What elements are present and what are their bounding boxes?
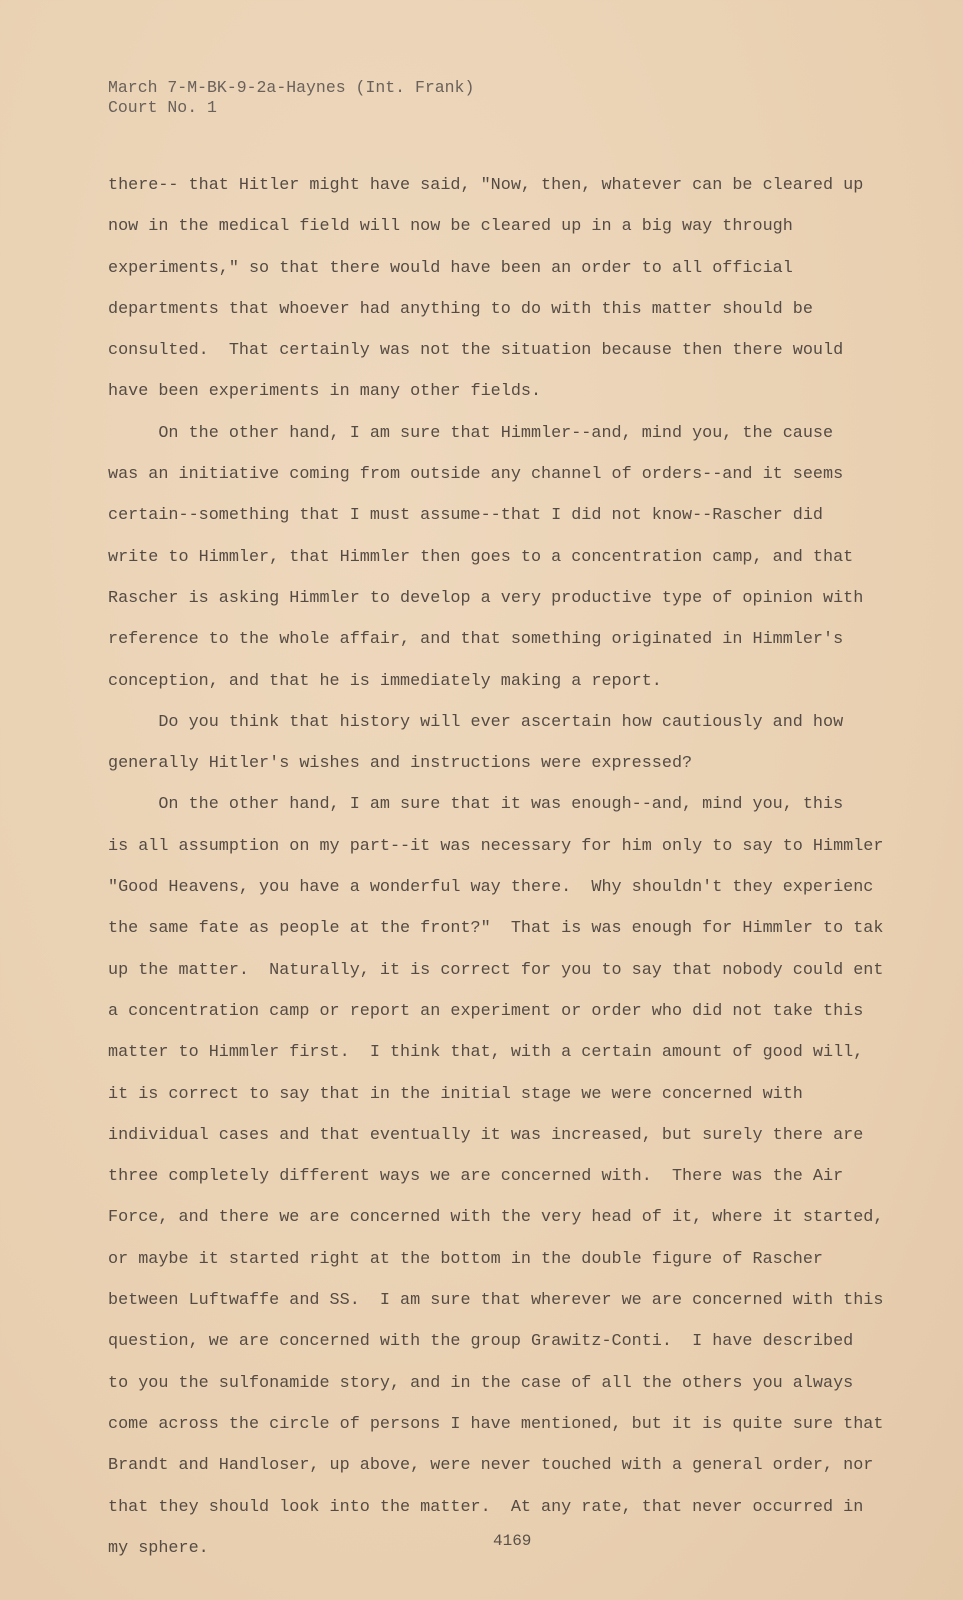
transcript-body	[108, 174, 963, 1578]
transcript-line: write to Himmler, that Himmler then goes to a concentration camp, and that	[108, 547, 854, 567]
transcript-line: On the other hand, I am sure that Himmler--and, mind you, the cause	[108, 423, 834, 443]
header-reference: March 7-M-BK-9-2a-Haynes (Int. Frank)	[108, 78, 475, 97]
transcript-line: the same fate as people at the front?" That is was enough for Himmler to tak	[108, 919, 884, 939]
transcript-line: reference to the whole affair, and that something originated in Himmler's	[108, 630, 844, 650]
transcript-line: generally Hitler's wishes and instructions were expressed?	[108, 754, 693, 774]
transcript-line: three completely different ways we are concerned with. There was the Air	[108, 1167, 844, 1187]
transcript-line: to you the sulfonamide story, and in the case of all the others you always	[108, 1373, 854, 1393]
transcript-line: Force, and there we are concerned with the very head of it, where it started,	[108, 1208, 884, 1228]
transcript-line: or maybe it started right at the bottom in the double figure of Rascher	[108, 1249, 823, 1269]
transcript-line: was an initiative coming from outside any channel of orders--and it seems	[108, 465, 844, 485]
transcript-line: Rascher is asking Himmler to develop a very productive type of opinion with	[108, 588, 864, 608]
transcript-line: question, we are concerned with the group Grawitz-Conti. I have described	[108, 1332, 854, 1352]
transcript-line: Brandt and Handloser, up above, were never touched with a general order, nor	[108, 1456, 874, 1476]
transcript-line: "Good Heavens, you have a wonderful way there. Why shouldn't they experienc	[108, 878, 874, 898]
transcript-line: a concentration camp or report an experiment or order who did not take this	[108, 1001, 864, 1021]
transcript-line: certain--something that I must assume--that I did not know--Rascher did	[108, 506, 823, 526]
transcript-line: matter to Himmler first. I think that, with a certain amount of good will,	[108, 1043, 864, 1063]
transcript-line: consulted. That certainly was not the situation because then there would	[108, 341, 844, 361]
transcript-line: departments that whoever had anything to do with this matter should be	[108, 299, 813, 319]
transcript-line: it is correct to say that in the initial stage we were concerned with	[108, 1084, 803, 1104]
transcript-line: come across the circle of persons I have mentioned, but it is quite sure that	[108, 1414, 884, 1434]
transcript-line: between Luftwaffe and SS. I am sure that wherever we are concerned with this	[108, 1291, 884, 1311]
transcript-line: have been experiments in many other fields.	[108, 382, 542, 402]
transcript-line: On the other hand, I am sure that it was enough--and, mind you, this	[108, 795, 844, 815]
header-court: Court No. 1	[108, 98, 217, 117]
document-header	[108, 78, 474, 118]
transcript-line: there-- that Hitler might have said, "Now, then, whatever can be cleared up	[108, 176, 864, 195]
transcript-line: individual cases and that eventually it was increased, but surely there are	[108, 1125, 864, 1145]
transcript-line: that they should look into the matter. At any rate, that never occurred in	[108, 1497, 864, 1517]
transcript-line: now in the medical field will now be cleared up in a big way through	[108, 217, 793, 237]
page-number: 4169	[493, 1532, 532, 1550]
transcript-line: experiments," so that there would have been an order to all official	[108, 258, 793, 278]
transcript-line: Do you think that history will ever ascertain how cautiously and how	[108, 712, 844, 732]
transcript-line: up the matter. Naturally, it is correct for you to say that nobody could ent	[108, 960, 884, 980]
transcript-line: conception, and that he is immediately making a report.	[108, 671, 662, 691]
transcript-line: is all assumption on my part--it was necessary for him only to say to Himmler	[108, 836, 884, 856]
transcript-line: my sphere.	[108, 1538, 209, 1558]
